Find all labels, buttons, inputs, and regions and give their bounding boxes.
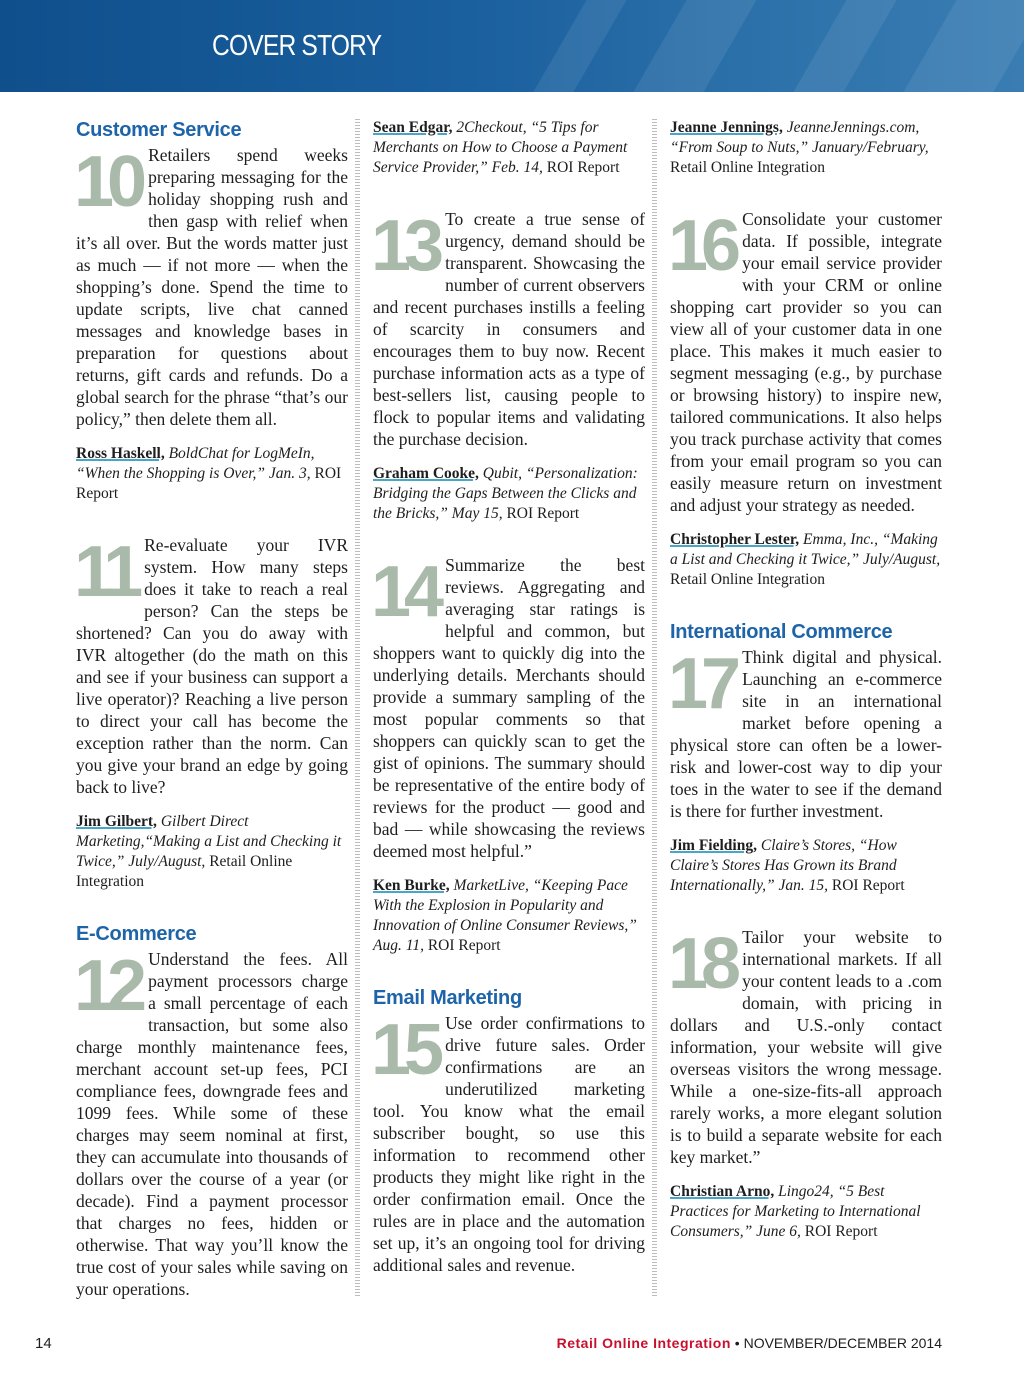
tip-number: 10 <box>74 142 141 222</box>
citation-publication: ROI Report <box>831 877 905 894</box>
tip-text: Understand the fees. All payment processors charge a small percentage of each transaction, but some also charge monthly maintenance fees, merchant account set-up fees, PCI compliance fees, downgrade fees and 1099 fees. While some of these charges may seem nominal at first, they can accumulate into thousands of dollars over the course of a year (or decade). Find a payment processor that charges no fees, hidden or otherwise. That way you’ll know the true cost of your sales while saving on your operations. <box>76 949 348 1299</box>
tip-number: 15 <box>371 1010 438 1090</box>
citation-publication: ROI Report <box>427 937 501 954</box>
footer-issue <box>557 1335 942 1351</box>
citation-source: Emma, Inc., “Making a List and Checking it Twice,” July/August, <box>670 531 941 568</box>
tip-number: 18 <box>668 924 735 1004</box>
citation-source: MarketLive, “Keeping Pace With the Explosion in Popularity and Innovation of Online Consumer Reviews,” Aug. 11, <box>373 877 637 954</box>
column-1 <box>76 118 348 1300</box>
citation-source: JeanneJennings.com, “From Soup to Nuts,” January/February, <box>670 119 929 156</box>
tip-17 <box>670 646 942 822</box>
citation <box>373 464 645 524</box>
citation-source: Lingo24, “5 Best Practices for Marketing to International Consumers,” June 6, <box>670 1183 921 1240</box>
citation <box>670 530 942 590</box>
citation-publication: ROI Report <box>546 159 620 176</box>
footer-separator: • <box>734 1335 740 1351</box>
citation <box>670 1182 942 1242</box>
citation <box>373 876 645 956</box>
citation-author: Jim Gilbert, <box>76 813 157 830</box>
column-divider <box>355 118 360 1296</box>
citation <box>76 812 348 892</box>
citation <box>373 118 645 178</box>
citation-author: Ross Haskell, <box>76 445 165 462</box>
citation <box>76 444 348 504</box>
section-title: COVER STORY <box>212 30 382 62</box>
citation-author: Jim Fielding, <box>670 837 757 854</box>
tip-text: Consolidate your customer data. If possible, integrate your email service provider with your CRM or online shopping cart provider so you can view all of your customer data in one place. This makes it much easier to segment messaging (e.g., by purchase or browsing history) to inspire new, tailored communications. It also helps you track purchase activity that comes from your email program so you can easily measure return on investment and adjust your strategy as needed. <box>670 209 942 515</box>
tip-number: 16 <box>668 206 735 286</box>
tip-text: Summarize the best reviews. Aggregating and averaging star ratings is helpful and common, but shoppers want to quickly dig into the underlying details. Merchants should provide a summary sampling of the most popular comments so that shoppers can quickly scan to get the gist of opinions. The summary should be representative of the entire body of reviews for the product — good and bad — while showcasing the reviews deemed most helpful.” <box>373 555 645 861</box>
tip-number: 17 <box>668 644 735 724</box>
citation <box>670 118 942 178</box>
tip-text: Tailor your website to international markets. If all your content leads to a .com domain, with pricing in dollars and U.S.-only contact information, your website will give overseas visitors the wrong message. While a one-size-fits-all approach rarely works, a more elegant solution is to build a separate website for each key market.” <box>670 927 942 1167</box>
tip-12 <box>76 948 348 1300</box>
citation-author: Christopher Lester, <box>670 531 800 548</box>
section-heading: Email Marketing <box>373 987 522 1009</box>
citation-source: BoldChat for LogMeIn, “When the Shopping is Over,” Jan. 3, <box>76 445 315 482</box>
citation-source: 2Checkout, “5 Tips for Merchants on How to Choose a Payment Service Provider,” Feb. 14, <box>373 119 628 176</box>
tip-number: 14 <box>371 552 438 632</box>
citation-author: Ken Burke, <box>373 877 450 894</box>
tip-15 <box>373 1012 645 1276</box>
column-3 <box>670 118 942 1242</box>
citation-publication: Retail Online Integration <box>76 853 293 890</box>
tip-number: 13 <box>371 206 438 286</box>
tip-10 <box>76 144 348 430</box>
citation-publication: ROI Report <box>506 505 580 522</box>
citation-author: Christian Arno, <box>670 1183 775 1200</box>
tip-number: 12 <box>74 946 141 1026</box>
magazine-name: Retail Online Integration <box>556 1335 731 1351</box>
citation-publication: Retail Online Integration <box>670 571 825 588</box>
citation-author: Jeanne Jennings, <box>670 119 783 136</box>
section-heading: Customer Service <box>76 119 242 141</box>
tip-13 <box>373 208 645 450</box>
tip-text: Re-evaluate your IVR system. How many steps does it take to reach a real person? Can the steps be shortened? Can you do away with IVR altogether (do the math on this and see if your business can support a live operator)? Reaching a live person to direct your call has become the exception rather than the norm. Can you give your brand an edge by going back to live? <box>76 535 348 797</box>
tip-number: 11 <box>74 532 137 612</box>
citation-author: Graham Cooke, <box>373 465 479 482</box>
tip-text: Retailers spend weeks preparing messaging for the holiday shopping rush and then gasp with relief when it’s all over. But the words matter just as much — if not more — when the shopping’s done. Spend the time to update scripts, live chat canned messages and knowledge bases in preparation for questions about returns, gift cards and refunds. Do a global search for the phrase “that’s our policy,” then delete them all. <box>76 145 348 429</box>
column-divider <box>652 118 657 1296</box>
citation-source: Qubit, “Personalization: Bridging the Gaps Between the Clicks and the Bricks,” May 15, <box>373 465 638 522</box>
section-heading: E-Commerce <box>76 923 197 945</box>
tip-18 <box>670 926 942 1168</box>
citation <box>670 836 942 896</box>
tip-16 <box>670 208 942 516</box>
citation-publication: ROI Report <box>804 1223 878 1240</box>
tip-text: Use order confirmations to drive future sales. Order confirmations are an underutilized marketing tool. You know what the email subscriber bought, so use this information to recommend other products they might like right in the order confirmation email. Once the rules are in place and the automation set up, it’s an ongoing tool for driving additional sales and revenue. <box>373 1013 645 1275</box>
column-2 <box>373 118 645 1276</box>
section-heading: International Commerce <box>670 621 893 643</box>
citation-author: Sean Edgar, <box>373 119 453 136</box>
tip-text: To create a true sense of urgency, demand should be transparent. Showcasing the number of current observers and recent purchases instills a feeling of scarcity in consumers and encourages them to buy now. Recent purchase information acts as a type of best-sellers list, causing people to flock to popular items and validating the purchase decision. <box>373 209 645 449</box>
tip-11 <box>76 534 348 798</box>
tip-14 <box>373 554 645 862</box>
citation-source: Claire’s Stores, “How Claire’s Stores Has Grown its Brand Internationally,” Jan. 15, <box>670 837 897 894</box>
header-banner <box>0 0 1024 92</box>
tip-text: Think digital and physical. Launching an e-commerce site in an international market before opening a physical store can often be a lower-risk and lower-cost way to dip your toes in the water to see if the demand is there for further investment. <box>670 647 942 821</box>
citation-publication: ROI Report <box>76 465 342 502</box>
citation-publication: Retail Online Integration <box>670 159 825 176</box>
page-number: 14 <box>35 1335 52 1352</box>
citation-source: Gilbert Direct Marketing,“Making a List and Checking it Twice,” July/August, <box>76 813 342 870</box>
issue-date: NOVEMBER/DECEMBER 2014 <box>743 1335 942 1351</box>
